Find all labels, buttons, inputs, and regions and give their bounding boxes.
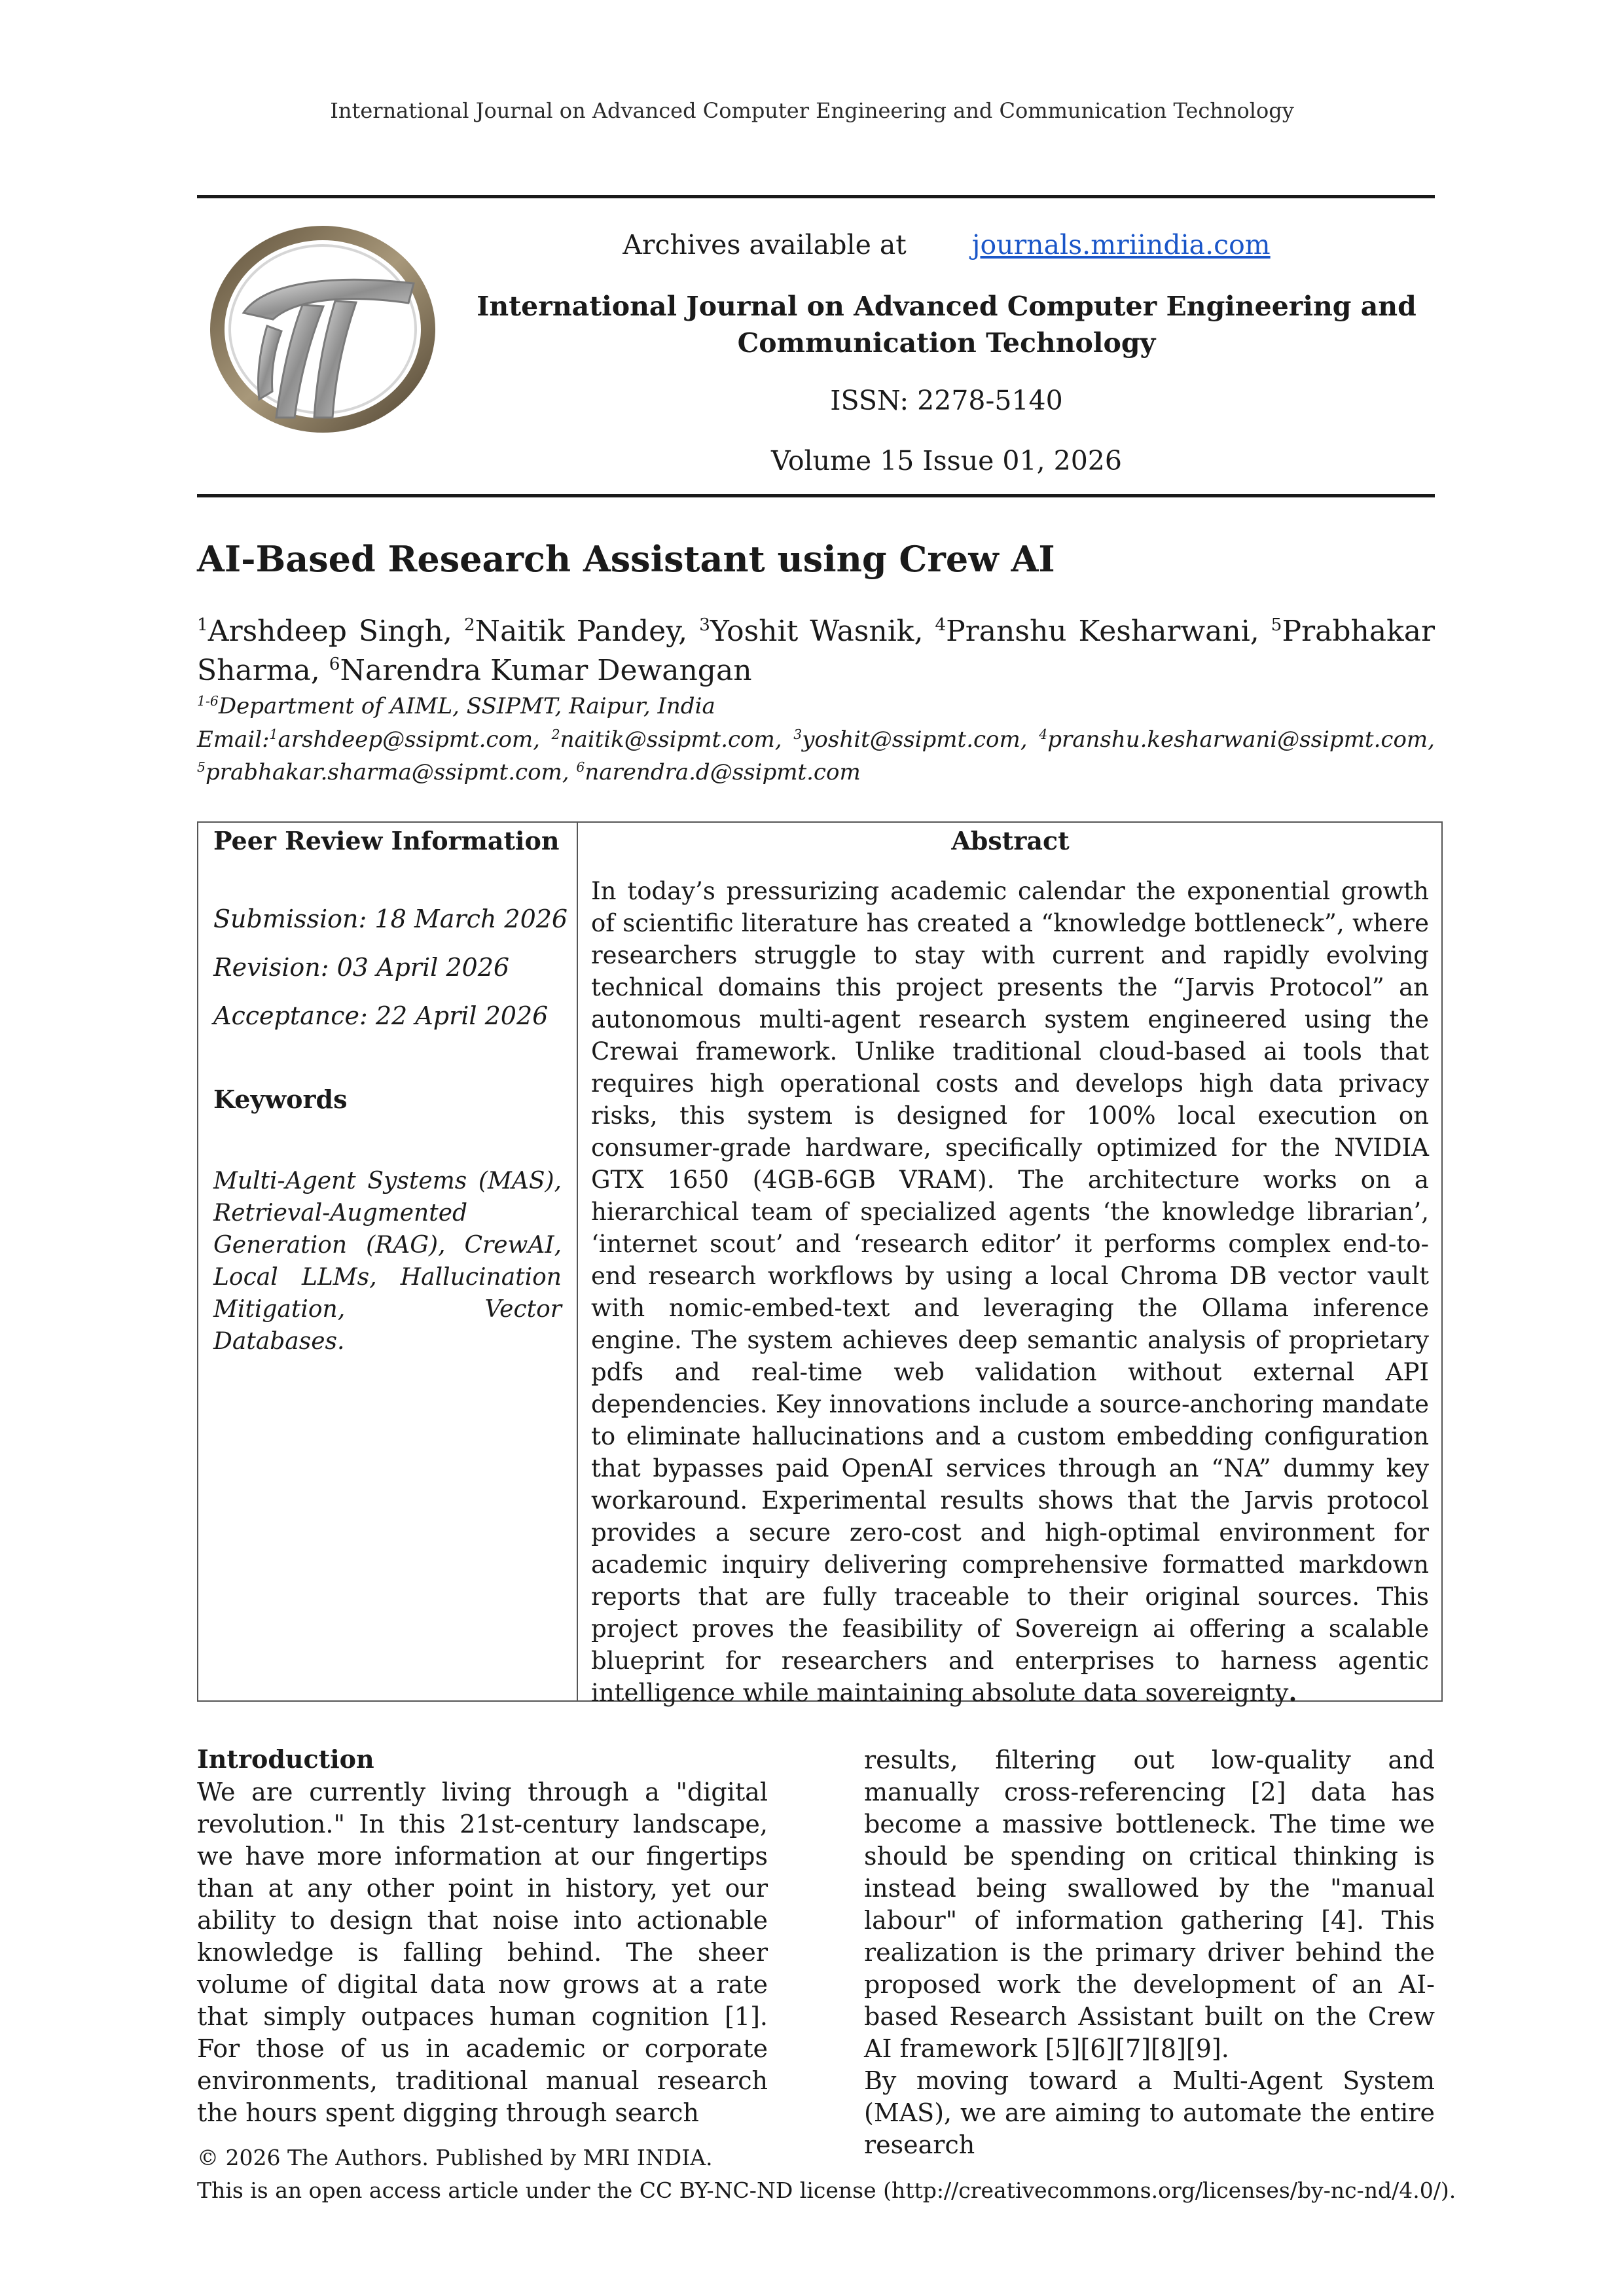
email-address: pranshu.kesharwani@ssipmt.com [1047,726,1428,753]
header-top-rule [197,195,1435,198]
email-address: arshdeep@ssipmt.com [278,726,533,753]
license-notice: This is an open access article under the CC BY-NC-ND license (http://creativecommons.org/licenses/by-nc-nd/4.0/). [197,2178,1456,2203]
header-bottom-rule [197,494,1435,497]
journal-name-line2: Communication Technology [737,327,1156,359]
email-list: Email:$^1$arshdeep@ssipmt.com, $^2$naitik@ssipmt.com, $^3$yoshit@ssipmt.com, $^4$pranshu.kesharwani@ssipmt.com, $^5$prabhakar.sharma@ssipmt.com, $^6$narendra.d@ssipmt.com [197,726,1435,785]
revision-date: Revision: 03 April 2026 [213,953,510,982]
email-address: narendra.d@ssipmt.com [585,759,861,785]
archives-link[interactable]: journals.mriindia.com [971,229,1271,260]
author-name: Prabhakar Sharma [197,615,1435,687]
volume-issue: Volume 15 Issue 01, 2026 [771,445,1122,476]
keywords-list: Multi-Agent Systems (MAS), Retrieval-Augmented Generation (RAG), CrewAI, Local LLMs, Hallucination Mitigation, Vector Databases. [213,1168,562,1355]
keywords-heading: Keywords [213,1085,348,1114]
introduction-left-column: We are currently living through a "digital revolution." In this 21st-century landscape, we have more information at our fingertips than at any other point in history, yet our ability to design that noise into actionable knowledge is falling behind. The sheer volume of digital data now grows at a rate that simply outpaces human cognition [1]. For those of us in academic or corporate environments, traditional manual research the hours spent digging through search [197,1778,768,2127]
department: $^{1-6}$Department of AIML, SSIPMT, Raipur, India [197,692,715,719]
journal-name [458,288,1435,361]
introduction-heading: Introduction [197,1744,374,1774]
author-name: Naitik Pandey [475,615,679,648]
submission-date: Submission: 18 March 2026 [213,905,568,933]
introduction-right-column [864,1744,1435,2161]
email-address: naitik@ssipmt.com [560,726,775,753]
peer-review-heading: Peer Review Information [213,826,560,855]
article-title: AI-Based Research Assistant using Crew AI [197,538,1055,580]
copyright-notice: © 2026 The Authors. Published by MRI INDIA. [197,2145,713,2170]
author-name: Yoshit Wasnik [710,615,914,648]
paragraph: results, filtering out low-quality and manually cross-referencing [2] data has become a massive bottleneck. The time we should be spending on critical thinking is instead being swallowed by the "manual labour" of information gathering [4]. This realization is the primary driver behind the proposed work the development of an AI-based Research Assistant built on the Crew AI framework [5][6][7][8][9]. [864,1746,1435,2063]
abstract-text: In today’s pressurizing academic calendar the exponential growth of scientific literature has created a “knowledge bottleneck”, where researchers struggle to stay with current and rapidly evolving technical domains this project presents the “Jarvis Protocol” an autonomous multi-agent research system engineered using the Crewai framework. Unlike traditional cloud-based ai tools that requires high operational costs and develops high data privacy risks, this system is designed for 100% local execution on consumer-grade hardware, specifically optimized for the NVIDIA GTX 1650 (4GB-6GB VRAM). The architecture works on a hierarchical team of specialized agents ‘the knowledge librarian’, ‘internet scout’ and ‘research editor’ it performs complex end-to-end research workflows by using a local Chroma DB vector vault with nomic-embed-text and leveraging the Ollama inference engine. The system achieves deep semantic analysis of proprietary pdfs and real-time web validation without external API dependencies. Key innovations include a source-anchoring mandate to eliminate hallucinations and a custom embedding configuration that bypasses paid OpenAI services through an “NA” dummy key workaround. Experimental results shows that the Jarvis protocol provides a secure zero-cost and high-optimal environment for academic inquiry delivering comprehensive formatted markdown reports that are fully traceable to their original sources. This project proves the feasibility of Sovereign ai offering a scalable blueprint for researchers and enterprises to harness agentic intelligence while maintaining absolute data sovereignty. [591,877,1429,1707]
abstract-heading: Abstract [951,826,1070,855]
author-list: $^1$Arshdeep Singh, $^2$Naitik Pandey, $^3$Yoshit Wasnik, $^4$Pranshu Kesharwani, $^5$Prabhakar Sharma, $^6$Narendra Kumar Dewangan [197,615,1435,687]
running-header: International Journal on Advanced Computer Engineering and Communication Technology [330,98,1294,123]
email-address: yoshit@ssipmt.com [802,726,1020,753]
author-name: Pranshu Kesharwani [946,615,1250,648]
author-name: Narendra Kumar Dewangan [340,654,752,687]
email-address: prabhakar.sharma@ssipmt.com [205,759,562,785]
journal-name-line1: International Journal on Advanced Computer Engineering and [477,291,1416,322]
journal-logo-icon [204,221,441,437]
paragraph: By moving toward a Multi-Agent System (MAS), we are aiming to automate the entire research [864,2066,1435,2159]
issn: ISSN: 2278-5140 [830,385,1063,416]
archives-label: Archives available at [623,229,907,260]
author-name: Arshdeep Singh [208,615,443,648]
box-divider [577,821,578,1702]
archives-line [458,229,1435,260]
acceptance-date: Acceptance: 22 April 2026 [213,1001,549,1030]
